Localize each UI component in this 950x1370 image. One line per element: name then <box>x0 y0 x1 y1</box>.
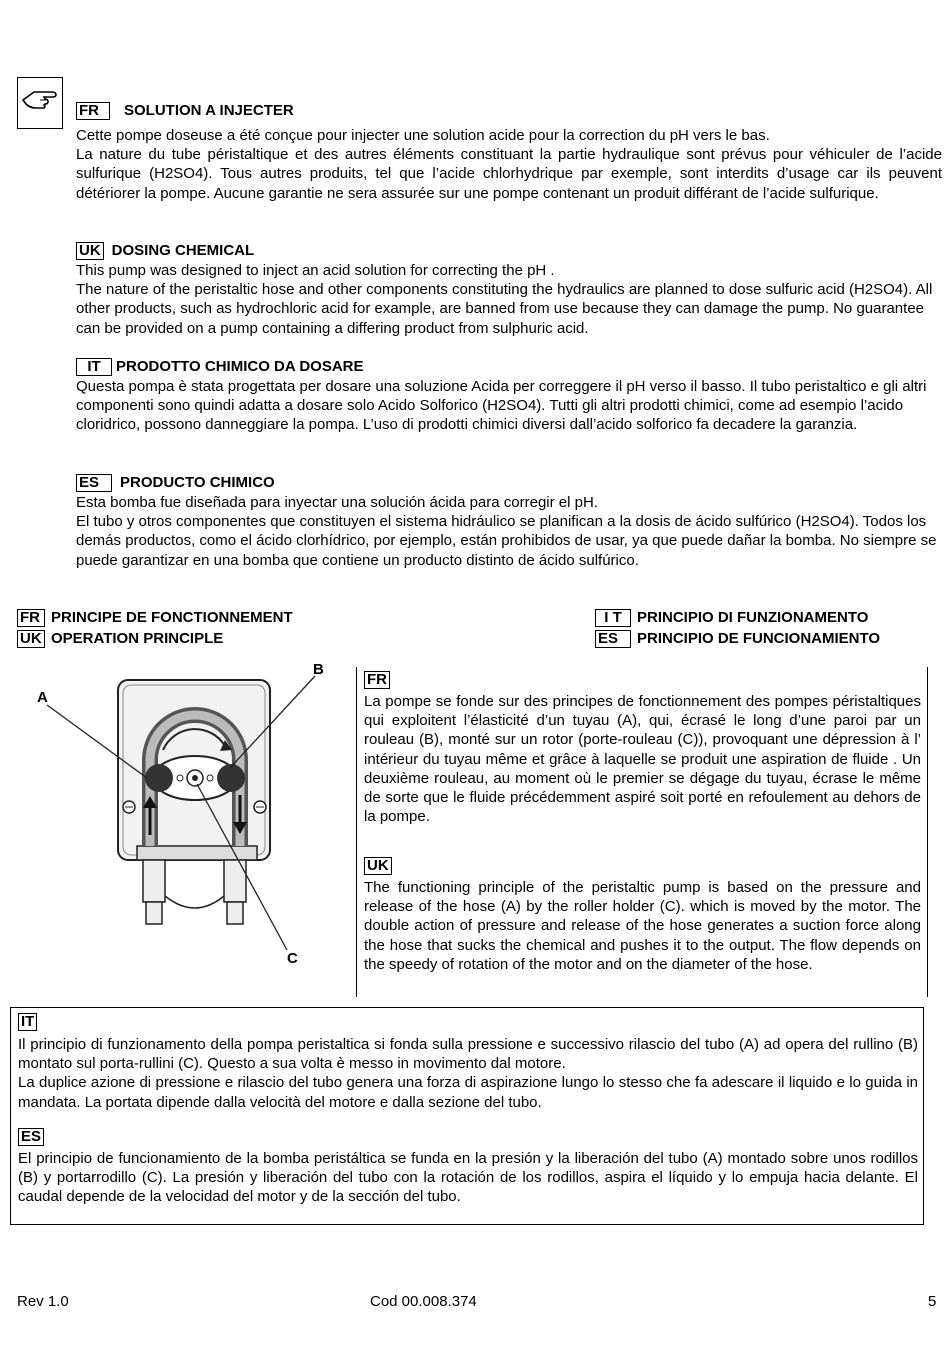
paragraph: La nature du tube péristaltique et des autres éléments constituant la partie hydraulique sont prévus pour véhiculer de l’acide sulfurique (H2SO4). Tous autres produits, tel que l’acide chlorhydrique par exemple, sont interdits d’usage car ils peuvent détériorer la pompe. Aucune garantie ne sera assurée sur une pompe contenant un produit différant de l’acide sulfurique. <box>76 146 942 202</box>
heading-text: PRINCIPIO DE FUNCIONAMIENTO <box>637 630 881 647</box>
section-title: PRODOTTO CHIMICO DA DOSARE <box>116 358 364 375</box>
lang-tag-es: ES <box>76 474 112 492</box>
lang-tag-it: I T <box>595 609 631 627</box>
operation-heading-left <box>17 607 293 649</box>
lang-tag-uk: UK <box>364 857 392 875</box>
section-title: PRODUCTO CHIMICO <box>120 474 275 491</box>
section-fr <box>76 101 942 203</box>
lang-tag-fr: FR <box>364 671 390 689</box>
operation-text-box <box>356 667 928 997</box>
lang-tag-it: IT <box>76 358 112 376</box>
paragraph-es: El principio de funcionamiento de la bomba peristáltica se funda en la presión y la liberación del tubo (A) montado sobre unos rodillos (B) y portarrodillo (C). La presión y liberación del tubo con la rotación de los rodillos, aspira el líquido y lo empuja hacia delante. El caudal depende de la velocidad del motor y de la sección del tubo. <box>18 1150 918 1206</box>
section-title: SOLUTION A INJECTER <box>124 102 294 119</box>
operation-heading-right <box>595 607 880 649</box>
footer-code: Cod 00.008.374 <box>370 1293 477 1310</box>
paragraph: Esta bomba fue diseñada para inyectar una solución ácida para corregir el pH. <box>76 494 598 511</box>
paragraph-uk: The functioning principle of the peristaltic pump is based on the pressure and release of the hose (A) by the roller holder (C). which is moved by the motor. The double action of pressure and release of the hose generates a suction force along the hose that sucks the chemical and pushes it to the output. The flow depends on the speedy of rotation of the motor and on the diameter of the hose. <box>364 879 921 973</box>
diagram-label-a: A <box>37 689 48 706</box>
operation-bottom-box <box>10 1007 924 1225</box>
diagram-label-b: B <box>313 661 324 678</box>
lang-tag-uk: UK <box>76 242 104 260</box>
footer-rev: Rev 1.0 <box>17 1293 69 1310</box>
heading-text: PRINCIPIO DI FUNZIONAMENTO <box>637 609 869 626</box>
lang-tag-es: ES <box>595 630 631 648</box>
pump-diagram <box>25 660 350 970</box>
section-it <box>76 357 942 435</box>
diagram-label-c: C <box>287 950 298 967</box>
pointing-hand-icon <box>17 77 63 129</box>
lang-tag-uk: UK <box>17 630 45 648</box>
page-number: 5 <box>928 1293 937 1310</box>
lang-tag-fr: FR <box>17 609 45 627</box>
paragraph: This pump was designed to inject an acid solution for correcting the pH . <box>76 262 555 279</box>
paragraph-it: La duplice azione di pressione e rilascio del tubo genera una forza di aspirazione lungo lo stesso che fa adescare il liquido e lo guida in mandata. La portata dipende dalla velocità del motore e dalla sezione del tubo. <box>18 1074 918 1111</box>
paragraph: El tubo y otros componentes que constituyen el sistema hidráulico se planifican a la dosis de ácido sulfúrico (H2SO4). Todos los demás productos, como el ácido clorhídrico, por ejemplo, están prohibidos de usar, ya que puede dañar la bomba. No siempre se puede garantizar en una bomba que contiene un producto distinto de ácido sulfúrico. <box>76 513 937 569</box>
paragraph: Cette pompe doseuse a été conçue pour injecter une solution acide pour la correction du pH vers le bas. <box>76 127 770 144</box>
section-title: DOSING CHEMICAL <box>111 242 255 259</box>
paragraph-it: Il principio di funzionamento della pompa peristaltica si fonda sulla pressione e successivo rilascio del tubo (A) ad opera del rullino (B) montato sul porta-rullini (C). Questo a sua volta è messo in movimento dal motore. <box>18 1036 918 1073</box>
section-uk <box>76 241 942 338</box>
paragraph-fr: La pompe se fonde sur des principes de fonctionnement des pompes péristaltiques qui exploitent l’élasticité d’un tuyau (A), qui, écrasé le long d’une paroi par un rouleau (B), monté sur un rotor (porte-rouleau (C)), provoquant une dépression à l’ intérieur du tuyau même et grâce à laquelle se produit une aspiration de fluide . Un deuxième rouleau, au moment où le premier se dégage du tuyau, écrase le même de sorte que le fluide précédemment aspiré soit porté en refoulement au dehors de la pompe. <box>364 693 921 826</box>
lang-tag-es: ES <box>18 1128 44 1146</box>
paragraph: The nature of the peristaltic hose and other components constituting the hydraulics are planned to dose sulfuric acid (H2SO4). All other products, such as hydrochloric acid for example, are banned from use because they can damage the pump. No guarantee can be provided on a pump containing a differing product from sulphuric acid. <box>76 281 933 337</box>
lang-tag-fr: FR <box>76 102 110 120</box>
heading-text: OPERATION PRINCIPLE <box>51 630 224 647</box>
paragraph: Questa pompa è stata progettata per dosare una soluzione Acida per correggere il pH verso il basso. Il tubo peristaltico e gli altri componenti sono quindi adatta a dosare solo Acido Solforico (H2SO4). Tutti gli altri prodotti chimici, come ad esempio l’acido cloridrico, possono danneggiare la pompa. L’uso di prodotti chimici diversi dall’acido solforico fa decadere la garanzia. <box>76 378 927 434</box>
heading-text: PRINCIPE DE FONCTIONNEMENT <box>51 609 293 626</box>
section-es <box>76 473 942 570</box>
lang-tag-it: IT <box>18 1013 37 1031</box>
